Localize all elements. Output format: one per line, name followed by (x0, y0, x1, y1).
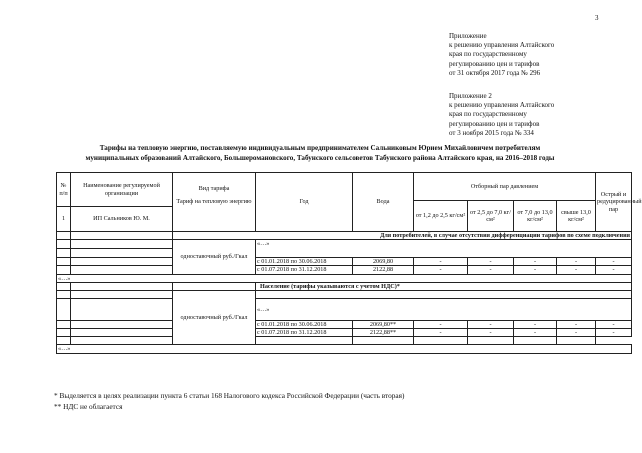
dash: - (468, 266, 514, 274)
dash: - (557, 258, 596, 266)
period-2: с 01.07.2018 по 31.12.2018 (256, 329, 353, 337)
period-1: с 01.01.2018 по 30.06.2018 (256, 321, 353, 329)
dash: - (414, 321, 468, 329)
value-p1: 2069,80 (353, 258, 414, 266)
dash: - (514, 266, 557, 274)
dash: - (557, 321, 596, 329)
dash: - (596, 266, 632, 274)
row-1-org: ИП Сальников Ю. М. (71, 207, 173, 232)
section-2-heading: Население (тарифы указываются с учетом НДС)* (256, 282, 632, 290)
header-steam-4: свыше 13,0 кг/см² (557, 201, 596, 232)
header-steam-3: от 7,0 до 13,0 кг/см² (514, 201, 557, 232)
header-tariff-type: Вид тарифа Тариф на тепловую энергию (173, 173, 256, 232)
appendix-2-line: края по государственному (449, 110, 527, 119)
dash: - (596, 321, 632, 329)
dash: - (596, 329, 632, 337)
appendix-2-line: регулированию цен и тарифов (449, 119, 540, 128)
appendix-1-block (449, 32, 629, 78)
appendix-1-line: от 31 октября 2017 года № 296 (449, 68, 541, 77)
appendix-1-line: края по государственному (449, 50, 527, 59)
period-1: с 01.01.2018 по 30.06.2018 (256, 258, 353, 266)
title-line: Тарифы на тепловую энергию, поставляемую индивидуальным предпринимателем Сальниковым Юрием Михайловичем потребителям (99, 144, 541, 152)
title-line: муниципальных образований Алтайского, Большеромановского, Табунского сельсоветов Табунского района Алтайского края, на 2016–2018 годы (85, 153, 555, 162)
appendix-2-line: к решению управления Алтайского (449, 101, 555, 110)
appendix-2-line: от 3 ноября 2015 года № 334 (449, 128, 534, 137)
appendix-2-line: Приложение 2 (449, 92, 492, 100)
unit-label-2: одноставочный руб./Гкал (173, 291, 256, 345)
header-steam-1: от 1,2 до 2,5 кг/см² (414, 201, 468, 232)
header-org: Наименование регулируемой организации (71, 173, 173, 207)
ellipsis-cell: «…» (256, 240, 632, 258)
unit-label-1: одноставочный руб./Гкал (173, 240, 256, 274)
dash: - (468, 329, 514, 337)
appendix-1-line: к решению управления Алтайского (449, 41, 555, 50)
header-year: Год (256, 173, 353, 232)
tariff-table (56, 172, 642, 354)
footnote-2: ** НДС не облагается (54, 402, 123, 411)
dash: - (414, 329, 468, 337)
document-title (40, 144, 600, 163)
ellipsis-row: «…» (57, 345, 632, 353)
dash: - (514, 258, 557, 266)
dash: - (514, 321, 557, 329)
page-number: 3 (595, 14, 599, 22)
dash: - (414, 266, 468, 274)
dash: - (557, 329, 596, 337)
dash: - (596, 258, 632, 266)
appendix-1-line: регулированию цен и тарифов (449, 59, 540, 68)
row-1-tariff-label: Тариф на тепловую энергию (176, 198, 252, 206)
ellipsis-cell: «…» (256, 299, 632, 321)
section-1-heading: Для потребителей, в случае отсутствия дифференциации тарифов по схеме подключения (173, 232, 632, 240)
appendix-2-block (449, 92, 629, 138)
header-water: Вода (353, 173, 414, 232)
row-1-num: 1 (57, 207, 71, 232)
header-num: № п/п (57, 173, 71, 207)
dash: - (414, 258, 468, 266)
dash: - (557, 266, 596, 274)
period-2: с 01.07.2018 по 31.12.2018 (256, 266, 353, 274)
value-p1-vat: 2069,80** (353, 321, 414, 329)
value-p2: 2122,88 (353, 266, 414, 274)
header-steam: Отборный пар давлением (414, 173, 596, 201)
dash: - (468, 258, 514, 266)
ellipsis-row: «…» (57, 274, 632, 282)
appendix-1-line: Приложение (449, 32, 487, 40)
value-p2-vat: 2122,88** (353, 329, 414, 337)
header-hot-steam: Острый и редуцированный пар (596, 173, 632, 232)
dash: - (468, 321, 514, 329)
dash: - (514, 329, 557, 337)
footnote-1: * Выделяется в целях реализации пункта 6 статьи 168 Налогового кодекса Российской Федерации (часть вторая) (54, 391, 405, 400)
header-steam-2: от 2,5 до 7,0 кг/см² (468, 201, 514, 232)
